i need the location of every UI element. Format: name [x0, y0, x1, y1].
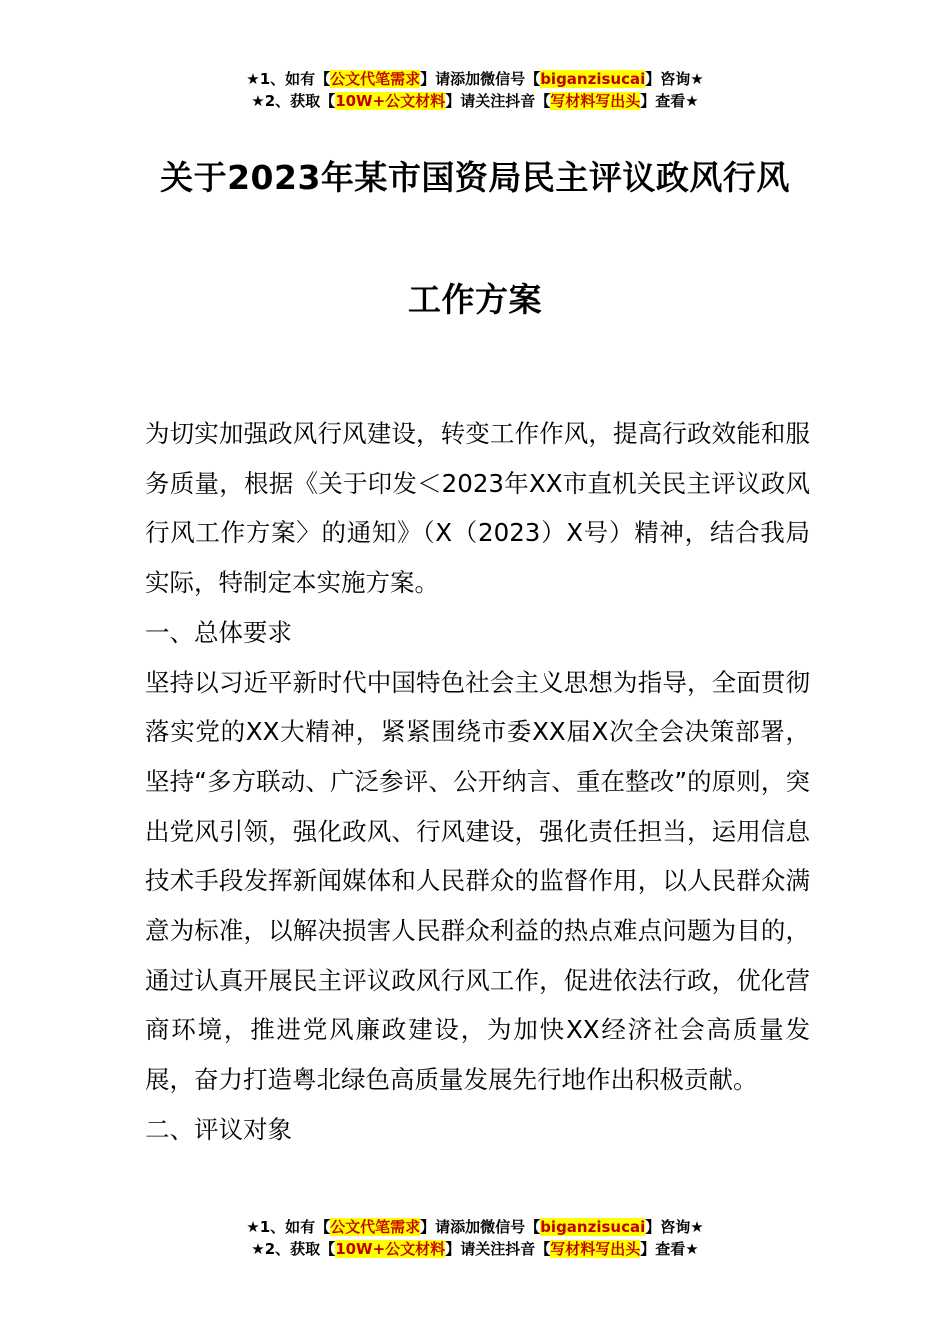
- promo-text: 1、如有【: [259, 1218, 331, 1236]
- header-promo-banner: [0, 68, 950, 112]
- promo-line-2: [0, 90, 950, 112]
- section-heading: 一、总体要求: [145, 617, 292, 647]
- promo-line-2: [0, 1238, 950, 1260]
- promo-highlight: 10W+公文材料: [335, 92, 446, 110]
- promo-text: 】查看: [640, 92, 686, 110]
- promo-text: 】请添加微信号【: [420, 70, 541, 88]
- douyin-id-highlight: 写材料写出头: [550, 1240, 641, 1258]
- promo-line-1: [0, 68, 950, 90]
- douyin-id-highlight: 写材料写出头: [550, 92, 641, 110]
- star-icon: ★: [251, 92, 265, 110]
- document-title-line-1: 关于2023年某市国资局民主评议政风行风: [160, 158, 790, 197]
- promo-highlight: 10W+公文材料: [335, 1240, 446, 1258]
- star-icon: ★: [246, 70, 260, 88]
- star-icon: ★: [251, 1240, 265, 1258]
- promo-text: 】请关注抖音【: [445, 1240, 551, 1258]
- body-paragraph: 坚持以习近平新时代中国特色社会主义思想为指导，全面贯彻落实党的XX大精神，紧紧围绕市委XX届X次全会决策部署，坚持“多方联动、广泛参评、公开纳言、重在整改”的原则，突出党风引领，强化政风、行风建设，强化责任担当，运用信息技术手段发挥新闻媒体和人民群众的监督作用，以人民群众满意为标准，以解决损害人民群众利益的热点难点问题为目的，通过认真开展民主评议政风行风工作，促进依法行政，优化营商环境，推进党风廉政建设，为加快XX经济社会高质量发展，奋力打造粤北绿色高质量发展先行地作出积极贡献。: [145, 667, 810, 1095]
- footer-promo-banner: [0, 1216, 950, 1260]
- star-icon: ★: [685, 1240, 699, 1258]
- star-icon: ★: [246, 1218, 260, 1236]
- star-icon: ★: [690, 1218, 704, 1236]
- wechat-id-highlight: biganzisucai: [540, 70, 646, 88]
- promo-text: 】咨询: [645, 1218, 691, 1236]
- promo-text: 】咨询: [645, 70, 691, 88]
- promo-text: 2、获取【: [264, 92, 336, 110]
- star-icon: ★: [685, 92, 699, 110]
- section-heading: 二、评议对象: [145, 1114, 292, 1144]
- promo-line-1: [0, 1216, 950, 1238]
- promo-text: 】查看: [640, 1240, 686, 1258]
- wechat-id-highlight: biganzisucai: [540, 1218, 646, 1236]
- promo-highlight: 公文代笔需求: [330, 1218, 421, 1236]
- star-icon: ★: [690, 70, 704, 88]
- document-title-line-2: 工作方案: [408, 280, 542, 319]
- document-body: [145, 409, 810, 1155]
- promo-text: 1、如有【: [259, 70, 331, 88]
- promo-text: 】请关注抖音【: [445, 92, 551, 110]
- promo-highlight: 公文代笔需求: [330, 70, 421, 88]
- promo-text: 2、获取【: [264, 1240, 336, 1258]
- intro-paragraph: 为切实加强政风行风建设，转变工作作风，提高行政效能和服务质量，根据《关于印发＜2023年XX市直机关民主评议政风行风工作方案〉的通知》（X（2023）X号）精神，结合我局实际，特制定本实施方案。: [145, 419, 810, 598]
- promo-text: 】请添加微信号【: [420, 1218, 541, 1236]
